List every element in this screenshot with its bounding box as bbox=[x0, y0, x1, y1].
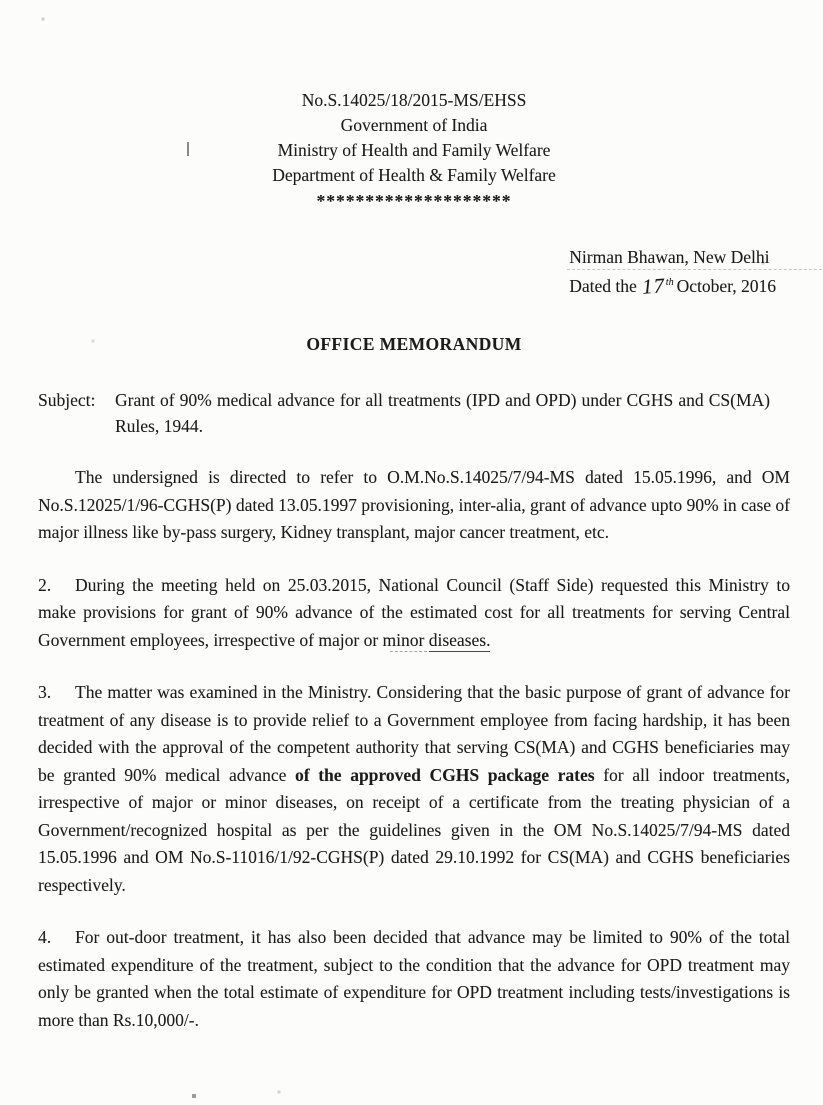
handwritten-day: 17 bbox=[641, 273, 666, 299]
scan-speck-dots bbox=[0, 0, 2, 2]
place-line: Nirman Bhawan, New Delhi bbox=[569, 245, 776, 270]
paragraph-3-text-before: The matter was examined in the Ministry. Considering that the basic purpose of grant of advance for treatment of any disease is to provide relief to a Government employee from facing hardship, it has been decided with the approval of the competent authority that serving CS(MA) and CGHS beneficiaries may be granted 90% medical advance bbox=[38, 682, 790, 785]
paragraph-4 bbox=[38, 924, 790, 1034]
org-name: Government of India bbox=[340, 115, 488, 135]
department-name: Department of Health & Family Welfare bbox=[272, 165, 556, 185]
subject-text: Grant of 90% medical advance for all treatments (IPD and OPD) under CGHS and CS(MA) Rules, 1944. bbox=[115, 390, 770, 437]
memo-title: OFFICE MEMORANDUM bbox=[306, 333, 522, 354]
date-prefix: Dated the bbox=[569, 275, 637, 296]
place-date-block bbox=[569, 245, 776, 299]
underlined-word: diseases. bbox=[428, 629, 491, 650]
letterhead bbox=[38, 88, 790, 214]
date-suffix: October, 2016 bbox=[676, 275, 776, 296]
paragraph-3 bbox=[38, 679, 790, 899]
paragraph-2-number: 2. bbox=[38, 574, 52, 595]
paragraph-2 bbox=[38, 572, 790, 655]
separator-stars: ******************** bbox=[316, 191, 512, 211]
paragraph-3-text-after: for all indoor treatments, irrespective of major or minor diseases, on receipt of a certificate from the treating physician of a Government/recognized hospital as per the guidelines given in the OM No.S.14025/7/94-MS dated 15.05.1996 and OM No.S-11016/1/92-CGHS(P) dated 29.10.1992 for CS(MA) and CGHS beneficiaries respectively. bbox=[38, 764, 790, 895]
paragraph-2-text: During the meeting held on 25.03.2015, National Council (Staff Side) requested this Ministry to make provisions for grant of 90% advance of the estimated cost for all treatments for serving Central Government employees, irrespective of major or minor bbox=[38, 574, 790, 650]
reference-number: No.S.14025/18/2015-MS/EHSS bbox=[301, 90, 527, 110]
date-line bbox=[569, 270, 776, 299]
date-ordinal: th bbox=[665, 277, 674, 288]
subject-row bbox=[38, 387, 790, 439]
ministry-name: Ministry of Health and Family Welfare bbox=[277, 140, 551, 160]
scan-artifact-mark bbox=[187, 142, 189, 156]
paragraph-1: The undersigned is directed to refer to O.M.No.S.14025/7/94-MS dated 15.05.1996, and OM No.S.12025/1/96-CGHS(P) dated 13.05.1997 provisioning, inter-alia, grant of advance upto 90% in case of major illness like by-pass surgery, Kidney transplant, major cancer treatment, etc. bbox=[38, 467, 791, 543]
paragraph-3-number: 3. bbox=[38, 682, 52, 703]
paragraph-3-bold-segment: of the approved CGHS package rates bbox=[295, 764, 595, 785]
paragraph-4-text: For out-door treatment, it has also been decided that advance may be limited to 90% of the total estimated expenditure of the treatment, subject to the condition that the advance for OPD treatment may only be granted when the total estimate of expenditure for OPD treatment including tests/investigations is more than Rs.10,000/-. bbox=[38, 927, 790, 1030]
paragraph-4-number: 4. bbox=[38, 927, 52, 948]
subject-label: Subject: bbox=[38, 390, 96, 411]
